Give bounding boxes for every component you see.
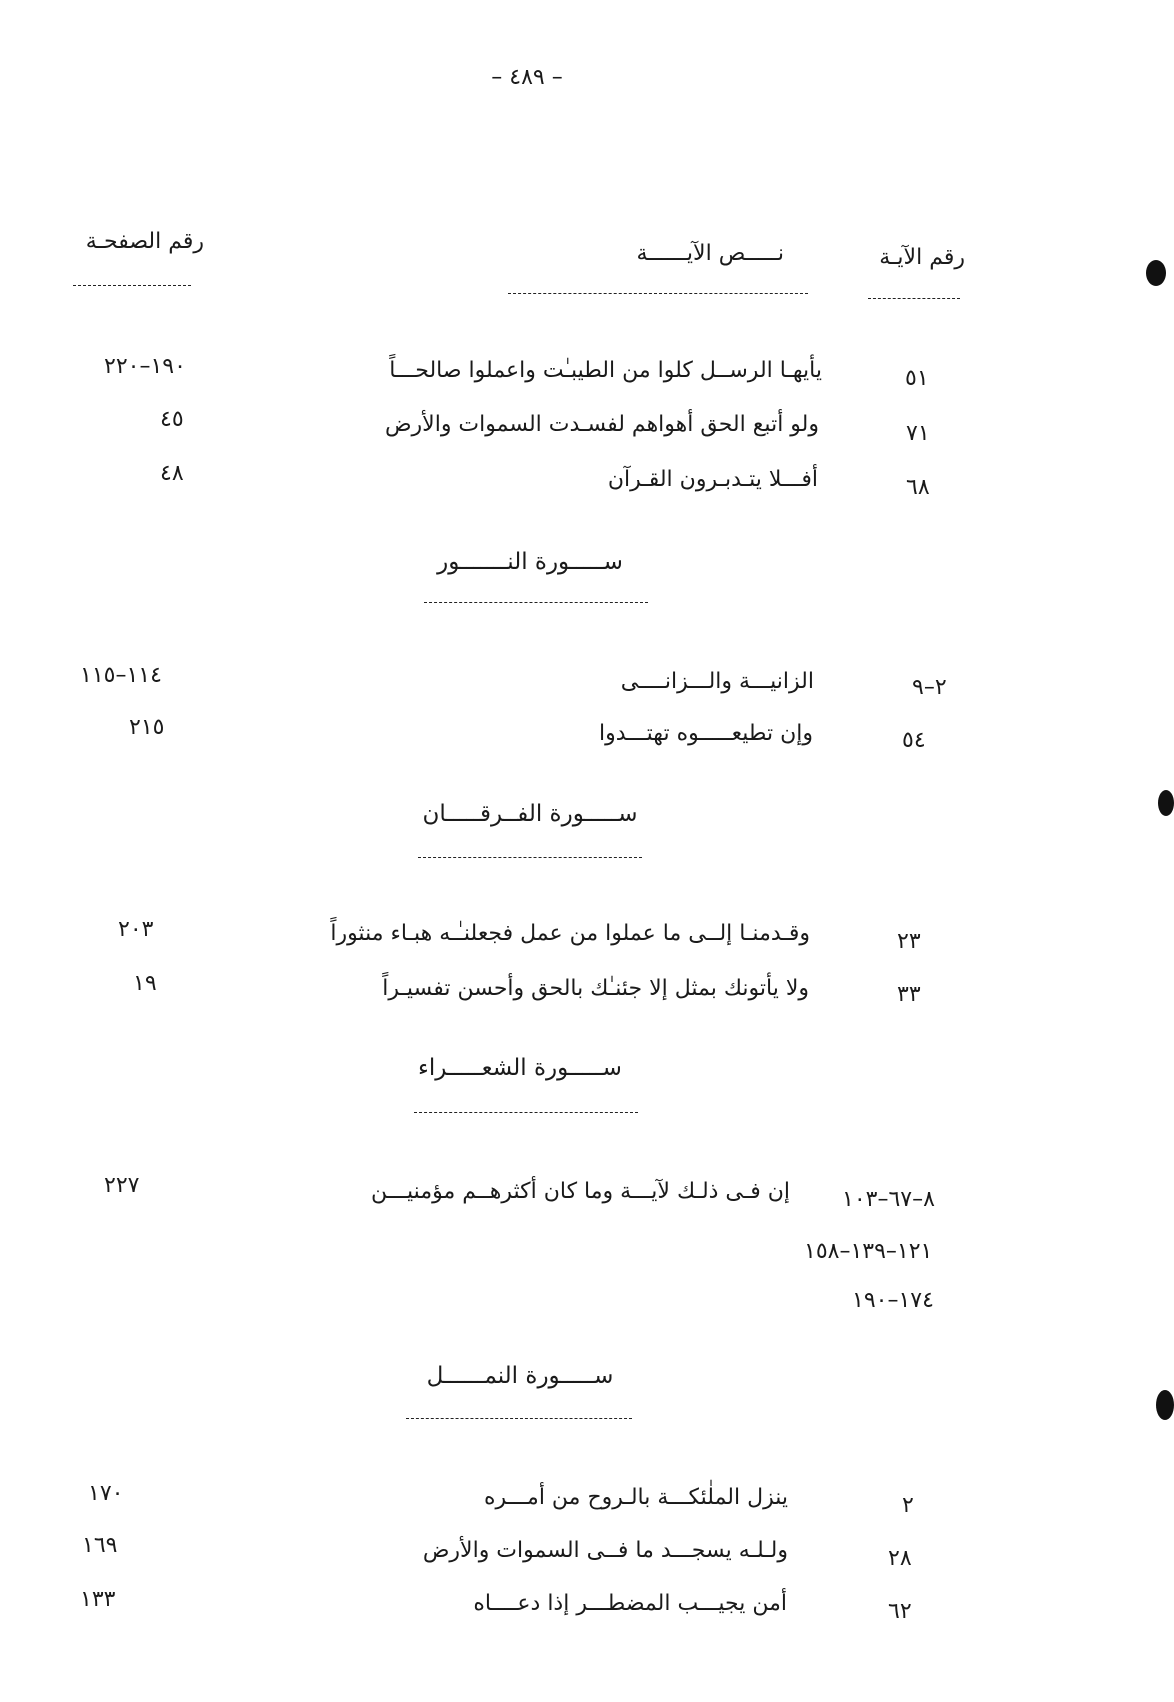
page-number: – ٤٨٩ – [491, 65, 563, 90]
section-underline-naml [406, 1418, 632, 1419]
verse-number: ٧١ [906, 421, 930, 446]
verse-number: ٢٨ [888, 1546, 912, 1571]
header-text-underline [508, 293, 808, 294]
page-reference: ٢٢٧ [104, 1173, 140, 1198]
page-reference: ١١٤–١١٥ [80, 663, 162, 688]
scan-mark [1146, 260, 1166, 286]
verse-text: وقـدمنـا إلــى ما عملوا من عمل فجعلنـٰـه هبـاء منثوراً [330, 921, 810, 946]
section-title-furqan: ســـــورة الفــرقـــــان [422, 801, 638, 827]
verse-number: ٣٣ [897, 982, 921, 1007]
section-title-naml: ســـــورة النمــــــل [426, 1363, 614, 1389]
page-reference: ١٣٣ [80, 1587, 116, 1612]
verse-text: ينزل الملٰئكـــة بالـروح من أمـــره [484, 1485, 788, 1510]
header-page-underline [73, 285, 191, 286]
verse-text: أفـــلا يتـدبـرون القـرآن [607, 467, 818, 492]
scan-mark [1158, 790, 1174, 816]
verse-text: إن فـى ذلـك لآيـــة وما كان أكثرهــم مؤمنيـــن [370, 1179, 790, 1204]
verse-text: يأيهـا الرســل كلوا من الطيبـٰت واعملوا صالحـــاً [389, 358, 822, 383]
verse-number: ٦٨ [906, 475, 930, 500]
section-underline-shuara [414, 1112, 638, 1113]
page-reference: ١٩ [133, 971, 157, 996]
verse-text: الزانيـــة والـــزانــــى [620, 669, 814, 694]
verse-number: ٦٢ [888, 1599, 912, 1624]
page-reference: ٤٥ [160, 407, 184, 432]
scan-mark [1156, 1390, 1174, 1420]
verse-number: ٥٤ [902, 728, 926, 753]
header-text-column: نـــــص الآيــــــة [636, 241, 784, 266]
page-reference: ٢١٥ [129, 715, 165, 740]
page-reference: ١٩٠–٢٢٠ [104, 354, 186, 379]
verse-number-continuation: ١٢١–١٣٩–١٥٨ [804, 1239, 933, 1264]
verse-text: أمن يجيـــب المضطـــر إذا دعــــاه [473, 1591, 787, 1616]
page-reference: ١٧٠ [88, 1481, 124, 1506]
section-underline-nur [424, 602, 648, 603]
section-title-shuara: ســـــورة الشعـــــراء [418, 1055, 622, 1081]
verse-number: ٥١ [905, 366, 929, 391]
header-verse-underline [868, 298, 960, 299]
header-page-column: رقم الصفحـة [85, 229, 204, 254]
verse-text: ولو أتبع الحق أهواهم لفسـدت السموات والأرض [384, 412, 819, 437]
verse-text: ولا يأتونك بمثل إلا جئنـٰك بالحق وأحسن تفسيـراً [382, 976, 809, 1001]
verse-number-continuation: ١٧٤–١٩٠ [852, 1288, 934, 1313]
verse-number: ٢ [902, 1493, 914, 1518]
page-reference: ١٦٩ [82, 1533, 118, 1558]
verse-number: ٨–٦٧–١٠٣ [842, 1187, 935, 1212]
section-title-nur: ســـــورة النـــــــور [437, 549, 623, 575]
section-underline-furqan [418, 857, 642, 858]
verse-number: ٢–٩ [912, 675, 947, 700]
verse-number: ٢٣ [897, 929, 921, 954]
verse-text: وإن تطيعـــــوه تهتـــدوا [599, 721, 813, 746]
verse-text: ولـلـه يسجـــد ما فــى السموات والأرض [422, 1538, 788, 1563]
header-verse-column: رقم الآيـة [879, 245, 965, 270]
page-reference: ٤٨ [160, 461, 184, 486]
page-reference: ٢٠٣ [118, 917, 154, 942]
